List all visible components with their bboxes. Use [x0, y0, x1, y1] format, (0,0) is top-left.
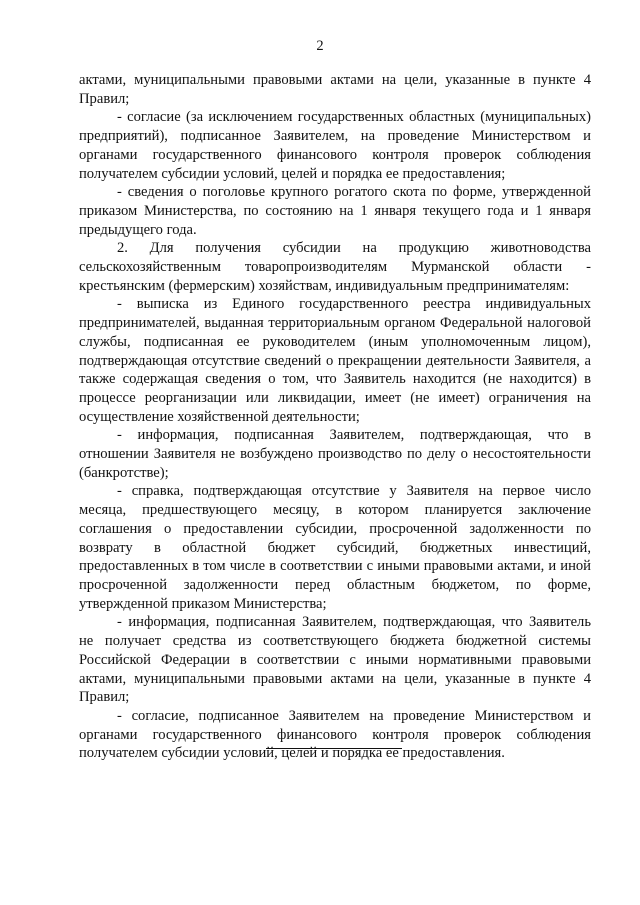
paragraph-consent-inspections: - согласие, подписанное Заявителем на проведение Министерством и органами государственного финансового контроля проверок соблюдения получателем субсидии условий, целей и порядка ее предоставления.	[79, 707, 591, 762]
document-body	[79, 71, 591, 763]
end-of-document-rule	[266, 748, 402, 749]
paragraph-section-2-heading: 2. Для получения субсидии на продукцию животноводства сельскохозяйственным товаропроизводителям Мурманской области - крестьянским (фермерским) хозяйствам, индивидуальным предпринимателям:	[79, 240, 591, 294]
paragraph-cattle-livestock-info: - сведения о поголовье крупного рогатого скота по форме, утвержденной приказом Министерства, по состоянию на 1 января текущего года и 1 января предыдущего года.	[79, 184, 591, 238]
paragraph-no-other-funds-info: - информация, подписанная Заявителем, подтверждающая, что Заявитель не получает средства из соответствующего бюджета бюджетной системы Российской Федерации в соответствии с иными нормативными правовыми актами, муниципальными правовыми актами на цели, указанные в пункте 4 Правил;	[79, 614, 591, 706]
page-number: 2	[316, 38, 324, 54]
paragraph-registry-extract: - выписка из Единого государственного реестра индивидуальных предпринимателей, выданная территориальным органом Федеральной налоговой службы, подписанная ее руководителем (иным уполномоченным лицом), подтверждающая отсутствие сведений о прекращении деятельности Заявителя, а также содержащая сведения о том, что Заявитель находится (не находится) в процессе реорганизации или ликвидации, имеет (не имеет) ограничения на осуществление хозяйственной деятельности;	[79, 296, 591, 425]
paragraph-no-bankruptcy-info: - информация, подписанная Заявителем, подтверждающая, что в отношении Заявителя не возбуждено производство по делу о несостоятельности (банкротстве);	[79, 427, 591, 481]
paragraph-consent-state-enterprises: - согласие (за исключением государственных областных (муниципальных) предприятий), подписанное Заявителем, на проведение Министерством и органами государственного финансового контроля проверок соблюдения получателем субсидии условий, целей и порядка ее предоставления;	[79, 109, 591, 182]
paragraph-no-debt-certificate: - справка, подтверждающая отсутствие у Заявителя на первое число месяца, предшествующего месяцу, в котором планируется заключение соглашения о предоставлении субсидии, просроченной задолженности по возврату в областной бюджет субсидий, бюджетных инвестиций, предоставленных в том числе в соответствии с иными правовыми актами, и иной просроченной задолженности перед областным бюджетом, по форме, утвержденной приказом Министерства;	[79, 483, 591, 612]
paragraph-continuation: актами, муниципальными правовыми актами на цели, указанные в пункте 4 Правил;	[79, 72, 591, 107]
